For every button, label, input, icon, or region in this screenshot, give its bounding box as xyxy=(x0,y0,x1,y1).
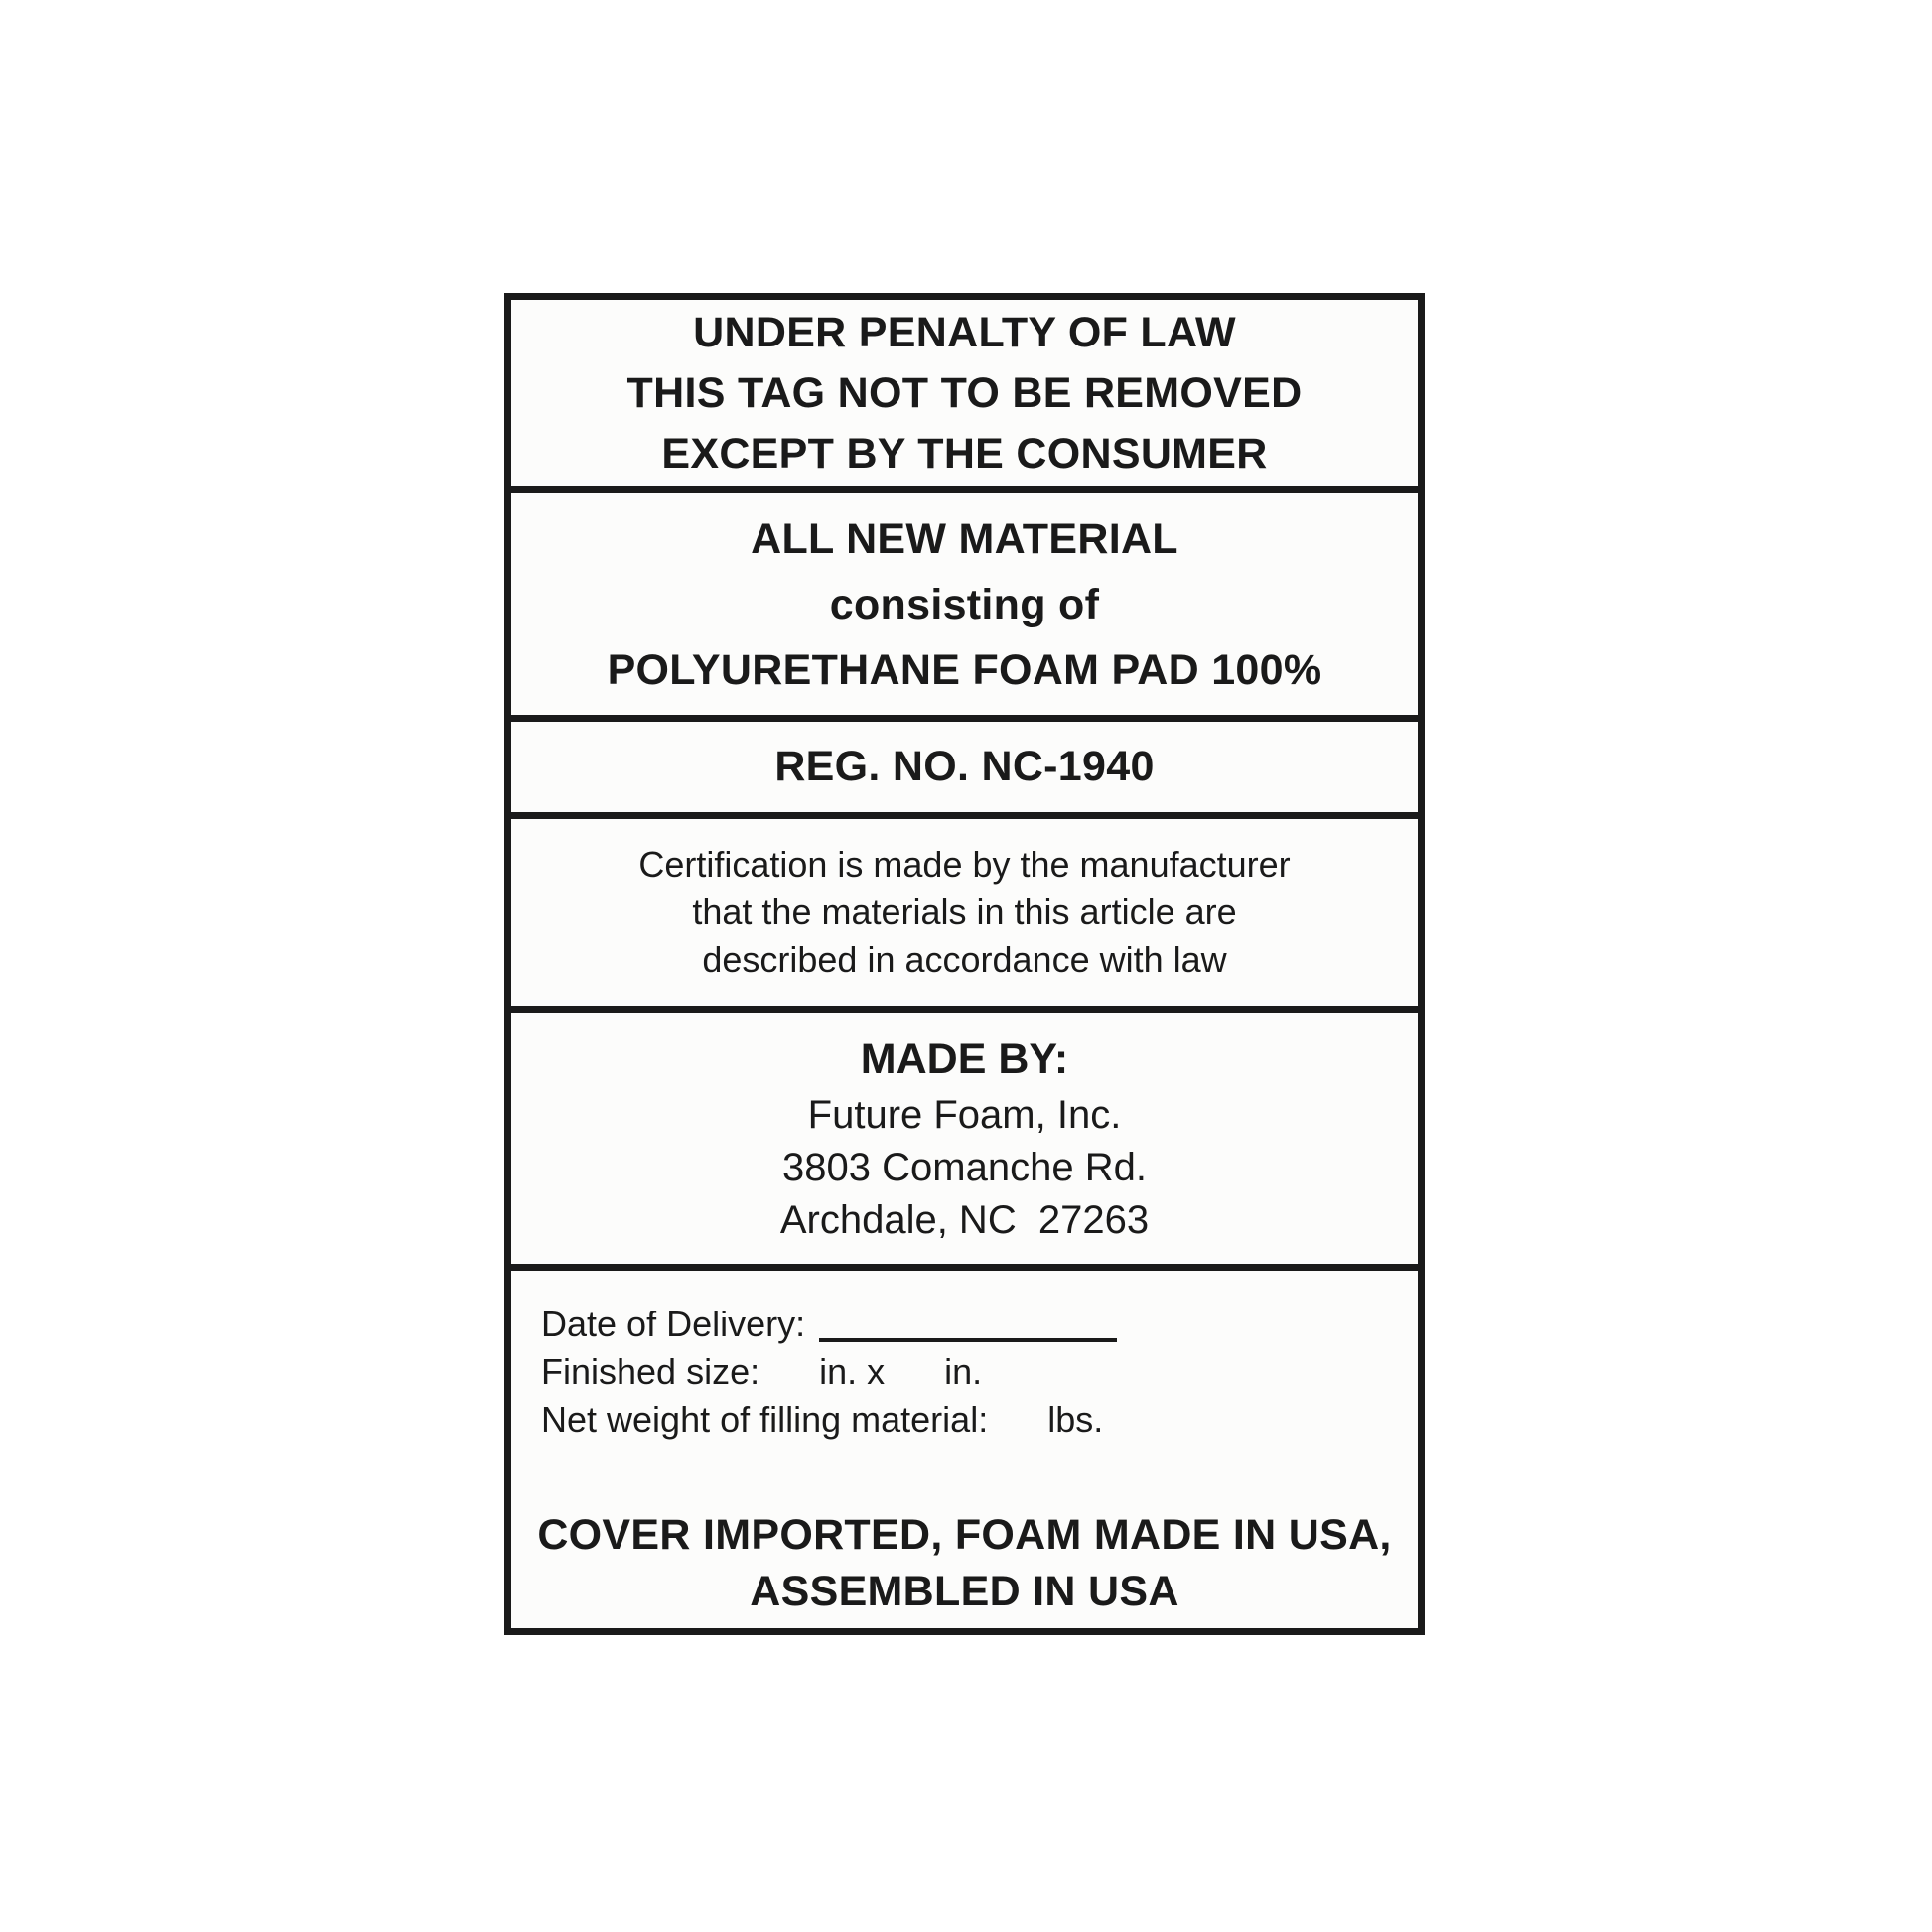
manufacturer-street: 3803 Comanche Rd. xyxy=(782,1146,1147,1189)
penalty-line-1: UNDER PENALTY OF LAW xyxy=(693,308,1236,356)
date-of-delivery-blank xyxy=(819,1338,1117,1342)
made-by-heading: MADE BY: xyxy=(860,1035,1069,1083)
date-of-delivery-row xyxy=(541,1301,1394,1348)
material-section xyxy=(511,486,1418,715)
material-line-3: POLYURETHANE FOAM PAD 100% xyxy=(607,645,1322,694)
material-line-1: ALL NEW MATERIAL xyxy=(751,514,1178,563)
certification-line-2: that the materials in this article are xyxy=(692,892,1237,932)
registration-number: REG. NO. NC-1940 xyxy=(774,743,1155,790)
certification-section xyxy=(511,812,1418,1006)
details-section xyxy=(511,1264,1418,1628)
manufacturer-city-state-zip: Archdale, NC 27263 xyxy=(779,1198,1150,1242)
certification-line-3: described in accordance with law xyxy=(702,939,1227,980)
origin-line-1: COVER IMPORTED, FOAM MADE IN USA, xyxy=(537,1511,1392,1559)
fill-in-lines xyxy=(511,1301,1418,1444)
net-weight-row: Net weight of filling material: lbs. xyxy=(541,1399,1104,1440)
penalty-line-2: THIS TAG NOT TO BE REMOVED xyxy=(626,368,1303,417)
penalty-line-3: EXCEPT BY THE CONSUMER xyxy=(661,429,1268,478)
manufacturer-name: Future Foam, Inc. xyxy=(807,1093,1122,1137)
law-label xyxy=(504,293,1425,1635)
finished-size-row: Finished size: in. x in. xyxy=(541,1351,983,1392)
origin-line-2: ASSEMBLED IN USA xyxy=(750,1568,1179,1615)
certification-line-1: Certification is made by the manufacturer xyxy=(638,844,1291,885)
date-of-delivery-label: Date of Delivery: xyxy=(541,1304,806,1344)
made-by-section xyxy=(511,1006,1418,1264)
material-line-2: consisting of xyxy=(829,580,1100,628)
origin-statement xyxy=(511,1507,1418,1620)
penalty-section xyxy=(511,300,1418,486)
registration-section xyxy=(511,715,1418,812)
